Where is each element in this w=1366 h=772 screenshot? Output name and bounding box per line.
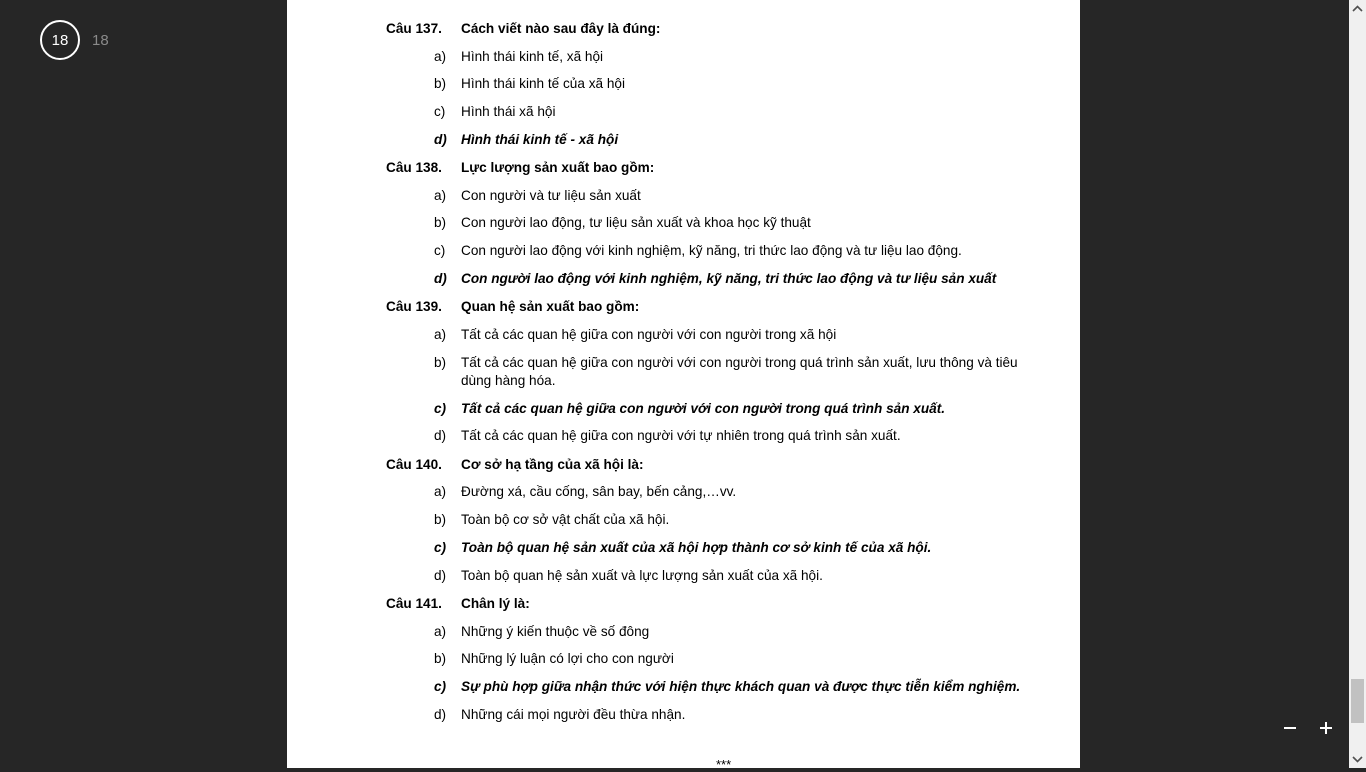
option-letter: d) [434,428,447,443]
question-number: Câu 141. [386,596,442,611]
option-text: Những ý kiến thuộc về số đông [461,624,650,639]
option-letter: d) [434,568,447,583]
question-number: Câu 140. [386,457,442,472]
option-text: Những lý luận có lợi cho con người [461,651,674,666]
option-letter: b) [434,215,447,230]
option-letter: a) [434,49,447,64]
option-text: Toàn bộ cơ sở vật chất của xã hội. [461,512,670,527]
question-text: Chân lý là: [461,596,530,611]
option-letter: b) [434,355,447,370]
option-text: Hình thái kinh tế - xã hội [461,132,619,147]
option-letter: d) [434,271,447,286]
option-letter: d) [434,132,447,147]
option-letter: b) [434,76,447,91]
option-text: Đường xá, cầu cống, sân bay, bến cảng,…vv. [461,484,737,499]
option-letter: c) [434,679,447,694]
section-end-marker: *** [716,757,732,772]
question-text: Cách viết nào sau đây là đúng: [461,21,661,36]
option-letter: b) [434,512,447,527]
option-text: Sự phù hợp giữa nhận thức với hiện thực khách quan và được thực tiễn kiểm nghiệm. [461,679,1021,694]
vertical-scrollbar[interactable] [1349,0,1366,768]
option-letter: c) [434,243,446,258]
option-text: Tất cả các quan hệ giữa con người với con người trong quá trình sản xuất. [461,401,945,416]
scroll-thumb[interactable] [1351,679,1364,723]
question-text: Cơ sở hạ tầng của xã hội là: [461,457,644,472]
question-number: Câu 137. [386,21,442,36]
option-text: Con người lao động với kinh nghiệm, kỹ năng, tri thức lao động và tư liệu lao động. [461,243,962,258]
option-text: Con người lao động, tư liệu sản xuất và khoa học kỹ thuật [461,215,811,230]
plus-icon[interactable] [1314,716,1338,740]
question-number: Câu 139. [386,299,442,314]
option-letter: d) [434,707,447,722]
option-text: Toàn bộ quan hệ sản xuất của xã hội hợp thành cơ sở kinh tế của xã hội. [461,540,932,555]
option-letter: a) [434,327,447,342]
document-page [287,0,1080,772]
option-letter: c) [434,104,446,119]
option-letter: b) [434,651,447,666]
minus-icon[interactable] [1278,716,1302,740]
option-text: Hình thái xã hội [461,104,556,119]
option-text: Những cái mọi người đều thừa nhận. [461,707,686,722]
question-number: Câu 138. [386,160,442,175]
current-page-button[interactable]: 18 [40,20,80,60]
page-indicator [40,20,109,60]
chevron-down-icon[interactable] [1349,751,1366,768]
option-letter: a) [434,188,447,203]
option-letter: a) [434,484,447,499]
option-text: Con người và tư liệu sản xuất [461,188,641,203]
question-text: Lực lượng sản xuất bao gồm: [461,160,655,175]
option-letter: a) [434,624,447,639]
option-text: Toàn bộ quan hệ sản xuất và lực lượng sản xuất của xã hội. [461,568,823,583]
option-text: Tất cả các quan hệ giữa con người với con người trong xã hội [461,327,837,342]
option-text: Hình thái kinh tế của xã hội [461,76,625,91]
option-text: Tất cả các quan hệ giữa con người với con người trong quá trình sản xuất, lưu thông và tiêu dùng hàng hóa. [461,355,1018,388]
option-text: Hình thái kinh tế, xã hội [461,49,604,64]
option-text: Tất cả các quan hệ giữa con người với tự nhiên trong quá trình sản xuất. [461,428,901,443]
question-text: Quan hệ sản xuất bao gồm: [461,299,640,314]
option-letter: c) [434,540,447,555]
total-pages: 18 [92,31,109,49]
option-letter: c) [434,401,447,416]
option-text: Con người lao động với kinh nghiệm, kỹ năng, tri thức lao động và tư liệu sản xuất [461,271,997,286]
chevron-up-icon[interactable] [1349,0,1366,17]
